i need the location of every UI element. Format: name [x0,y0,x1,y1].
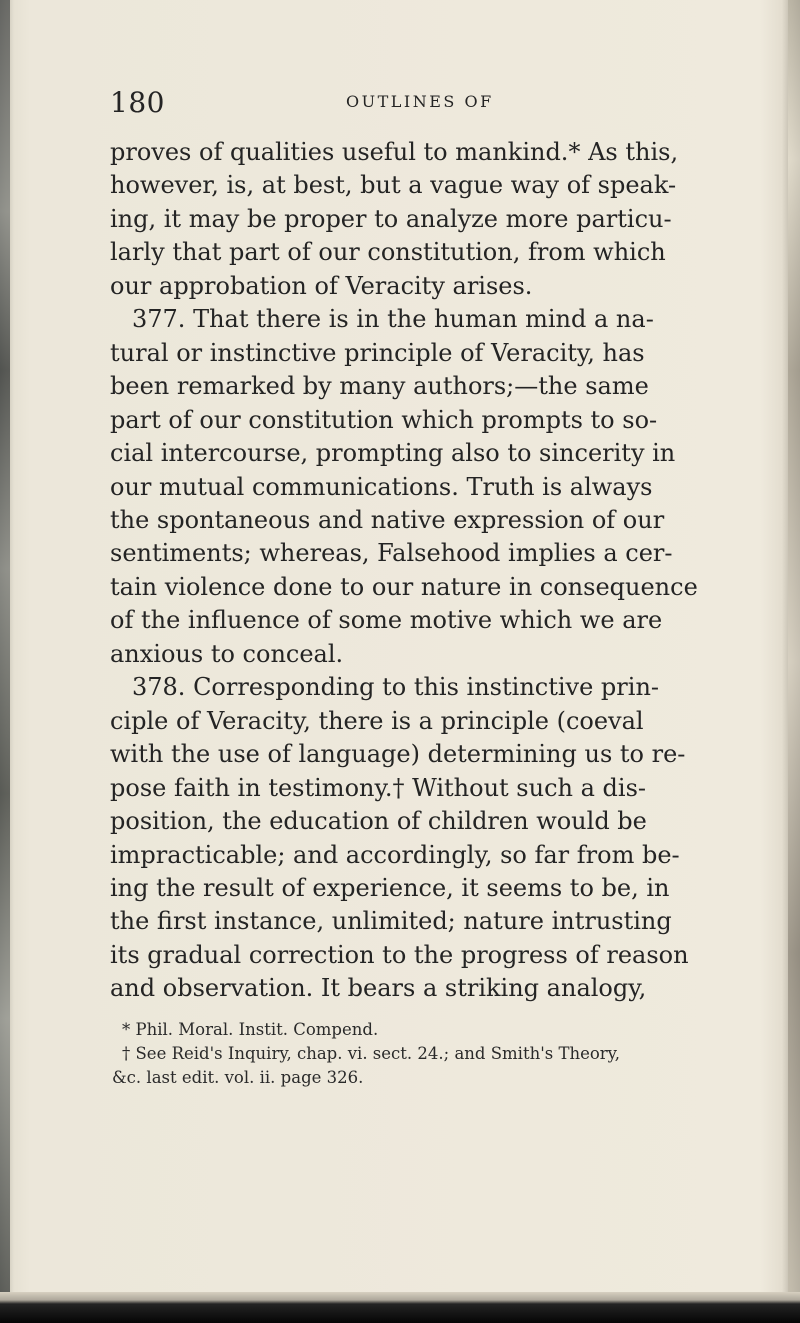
footnotes [112,1018,762,1090]
footnote-star: * Phil. Moral. Instit. Compend. [122,1020,379,1039]
bottom-page-shadow [0,1292,800,1323]
text-line: been remarked by many authors;—the same [110,372,649,401]
text-line: position, the education of children would be [110,807,647,836]
left-binding-shadow [0,0,10,1323]
text-line: the spontaneous and native expression of our [110,505,665,534]
page-number: 180 [110,86,165,119]
text-line: impracticable; and accordingly, so far from be- [110,840,680,869]
text-line: with the use of language) determining us to re- [110,740,686,769]
text-line: its gradual correction to the progress of reason [110,940,689,969]
footnote-continuation: &c. last edit. vol. ii. page 326. [112,1068,364,1087]
footnote-dagger: † See Reid's Inquiry, chap. vi. sect. 24.; and Smith's Theory, [122,1044,621,1063]
text-line: ciple of Veracity, there is a principle (coeval [110,706,644,735]
text-line: proves of qualities useful to mankind.* As this, [110,138,679,166]
text-line: larly that part of our constitution, from which [110,238,666,267]
text-line: our approbation of Veracity arises. [110,271,533,300]
text-line: ing the result of experience, it seems to be, in [110,873,670,902]
text-line: anxious to conceal. [110,639,344,668]
text-line: the first instance, unlimited; nature intrusting [110,907,672,936]
right-page-edge [788,0,800,1323]
text-line: however, is, at best, but a vague way of speak- [110,171,677,200]
text-line: pose faith in testimony.† Without such a dis- [110,773,647,802]
text-line: of the influence of some motive which we are [110,606,663,635]
paragraph-377-start: 377. That there is in the human mind a na- [132,305,654,334]
text-line: our mutual communications. Truth is always [110,472,653,501]
paragraph-378-start: 378. Corresponding to this instinctive prin- [132,673,660,702]
running-title: OUTLINES OF [346,92,494,111]
text-line: and observation. It bears a striking analogy, [110,974,647,1003]
text-line: part of our constitution which prompts to so- [110,405,658,434]
text-line: cial intercourse, prompting also to sincerity in [110,439,676,468]
text-line: tural or instinctive principle of Veracity, has [110,338,645,367]
text-line: sentiments; whereas, Falsehood implies a cer- [110,539,673,568]
running-head [110,88,760,136]
main-text [110,136,760,1006]
page-content [110,88,760,1006]
text-line: tain violence done to our nature in consequence [110,572,698,601]
text-line: ing, it may be proper to analyze more particu- [110,204,672,233]
